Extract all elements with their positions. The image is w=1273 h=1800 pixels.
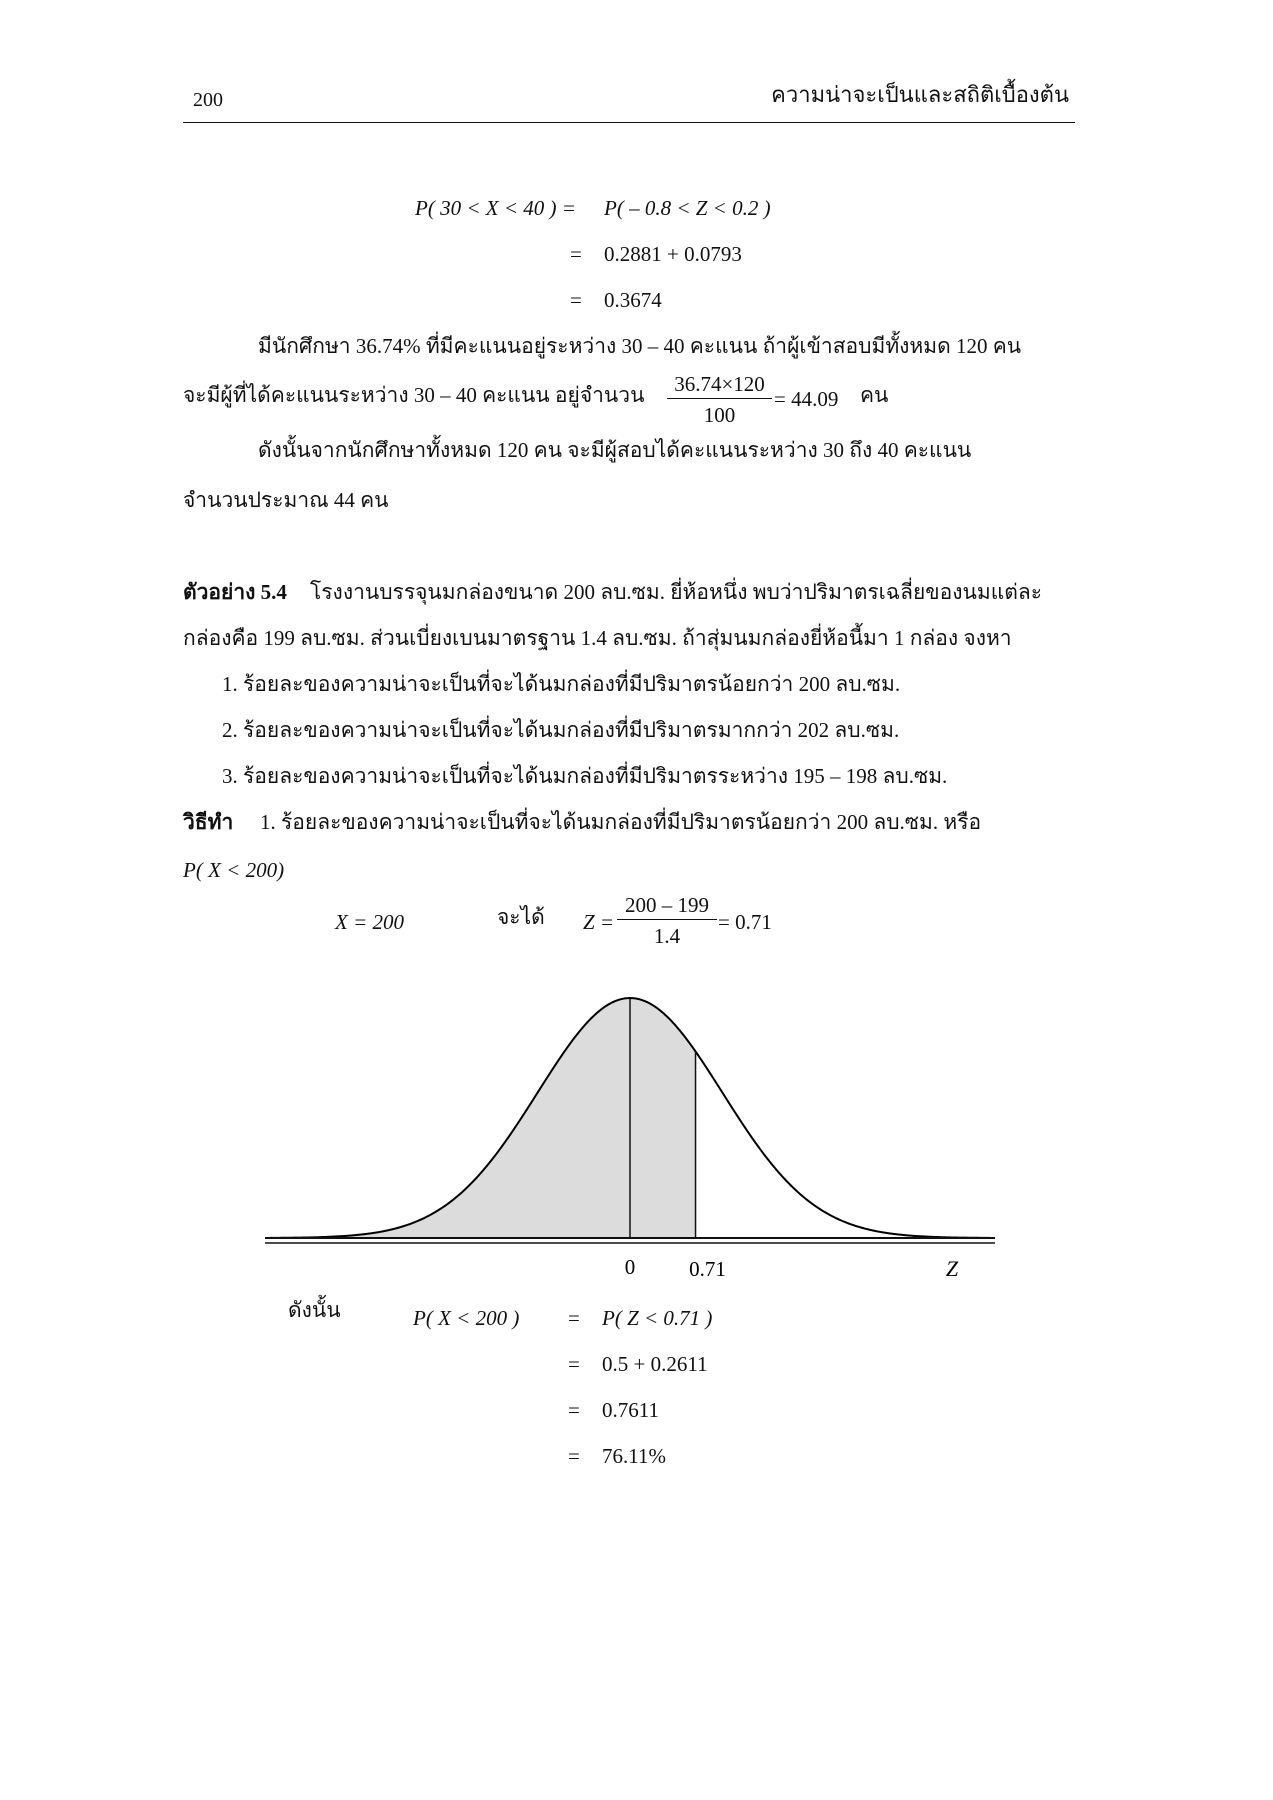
normal-curve-figure [265, 990, 1000, 1290]
example-label: ตัวอย่าง 5.4 [183, 580, 287, 604]
solution-z-result: = 0.71 [718, 910, 772, 934]
calc2-row-1: P( Z < 0.71 ) [602, 1306, 713, 1330]
calc2-eq-1: = [568, 1306, 580, 1330]
tick-label-z-value: 0.71 [689, 1257, 726, 1281]
para1-fraction [667, 374, 772, 426]
calc2-row-4: 76.11% [602, 1444, 666, 1468]
calc1-row-2: 0.2881 + 0.0793 [604, 242, 742, 266]
para1-unit: คน [860, 383, 889, 407]
solution-get: จะได้ [497, 905, 545, 929]
solution-label: วิธีทำ [183, 810, 234, 834]
para1-frac-denominator: 100 [703, 403, 736, 427]
axis-label-z: Z [945, 1256, 959, 1281]
solution-z-lhs: Z = [583, 910, 615, 934]
calc2-label: ดังนั้น [288, 1298, 341, 1322]
solution-z-fraction [617, 895, 717, 947]
calc1-eq-2: = [570, 242, 582, 266]
example-line1: โรงงานบรรจุนมกล่องขนาด 200 ลบ.ซม. ยี่ห้อหนึ่ง พบว่าปริมาตรเฉลี่ยของนมแต่ละ [310, 580, 1043, 604]
solution-line1: 1. ร้อยละของความน่าจะเป็นที่จะได้นมกล่องที่มีปริมาตรน้อยกว่า 200 ลบ.ซม. หรือ [260, 810, 982, 834]
solution-z-denominator: 1.4 [653, 924, 681, 948]
solution-z-numerator: 200 – 199 [617, 895, 717, 920]
para2-line1: ดังนั้นจากนักศึกษาทั้งหมด 120 คน จะมีผู้สอบได้คะแนนระหว่าง 30 ถึง 40 คะแนน [258, 438, 972, 462]
calc2-eq-3: = [568, 1398, 580, 1422]
para1-frac-numerator: 36.74×120 [667, 374, 772, 399]
calc1-lhs: P( 30 < X < 40 ) = [415, 196, 576, 220]
solution-line2: P( X < 200) [183, 858, 285, 882]
example-item-1: 1. ร้อยละของความน่าจะเป็นที่จะได้นมกล่องที่มีปริมาตรน้อยกว่า 200 ลบ.ซม. [222, 672, 901, 696]
tick-label-zero: 0 [624, 1255, 636, 1279]
calc2-lhs: P( X < 200 ) [413, 1306, 520, 1330]
example-line2: กล่องคือ 199 ลบ.ซม. ส่วนเบี่ยงเบนมาตรฐาน 1.4 ลบ.ซม. ถ้าสุ่มนมกล่องยี่ห้อนี้มา 1 กล่อง จงหา [183, 626, 1012, 650]
example-item-3: 3. ร้อยละของความน่าจะเป็นที่จะได้นมกล่องที่มีปริมาตรระหว่าง 195 – 198 ลบ.ซม. [222, 764, 948, 788]
calc2-eq-4: = [568, 1444, 580, 1468]
example-item-2: 2. ร้อยละของความน่าจะเป็นที่จะได้นมกล่องที่มีปริมาตรมากกว่า 202 ลบ.ซม. [222, 718, 900, 742]
calc1-row-3: 0.3674 [604, 288, 662, 312]
page-number: 200 [193, 89, 223, 111]
calc2-row-2: 0.5 + 0.2611 [602, 1352, 708, 1376]
calc1-row-1: P( – 0.8 < Z < 0.2 ) [604, 196, 771, 220]
solution-x-def: X = 200 [335, 910, 404, 934]
para1-line2-start: จะมีผู้ที่ได้คะแนนระหว่าง 30 – 40 คะแนน อยู่จำนวน [183, 383, 645, 407]
shaded-area [270, 998, 696, 1238]
para2-line2: จำนวนประมาณ 44 คน [183, 488, 389, 512]
header-rule [183, 122, 1075, 123]
para1-frac-result: = 44.09 [774, 387, 839, 411]
calc2-eq-2: = [568, 1352, 580, 1376]
calc1-eq-3: = [570, 288, 582, 312]
para1-line1: มีนักศึกษา 36.74% ที่มีคะแนนอยู่ระหว่าง 30 – 40 คะแนน ถ้าผู้เข้าสอบมีทั้งหมด 120 คน [258, 334, 1022, 358]
running-header-title: ความน่าจะเป็นและสถิติเบื้องต้น [771, 82, 1069, 107]
calc2-row-3: 0.7611 [602, 1398, 659, 1422]
